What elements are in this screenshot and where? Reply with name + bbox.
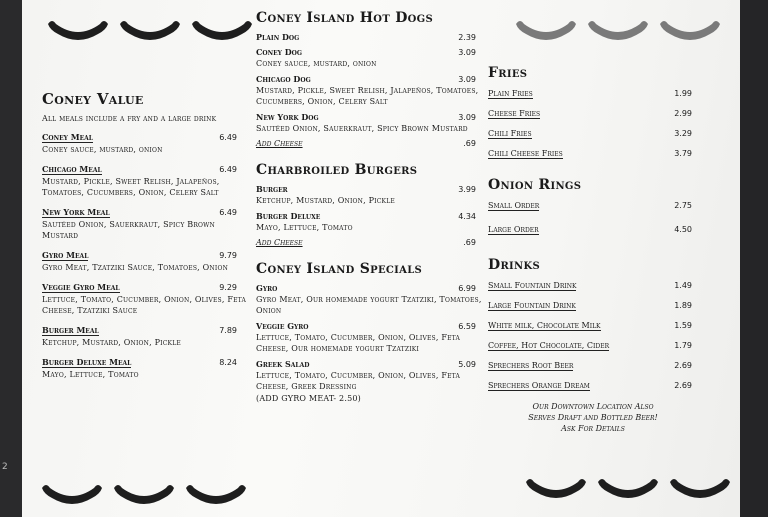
menu-item bbox=[488, 89, 698, 99]
item-name: Greek Salad bbox=[256, 359, 310, 369]
meal-note: All meals include a fry and a large drink bbox=[42, 114, 217, 123]
item-price: 2.69 bbox=[674, 381, 692, 390]
menu-item bbox=[256, 74, 486, 107]
frame-edge-number: 2 bbox=[2, 462, 8, 472]
item-name: Coney Dog bbox=[256, 47, 303, 57]
menu-item bbox=[256, 283, 486, 316]
hotdog-icon bbox=[514, 16, 578, 42]
item-price: 3.09 bbox=[458, 113, 476, 122]
item-name: Cheese Fries bbox=[488, 109, 541, 118]
menu-item bbox=[42, 207, 247, 241]
item-price: 2.69 bbox=[674, 361, 692, 370]
item-description: Mayo, Lettuce, Tomato bbox=[42, 370, 139, 379]
gyro-addon-note: (ADD GYRO MEAT- 2.50) bbox=[256, 394, 361, 403]
item-name: Small Fountain Drink bbox=[488, 281, 577, 290]
hotdog-icon bbox=[118, 16, 182, 42]
item-description: Mayo, Lettuce, Tomato bbox=[256, 223, 353, 232]
beer-notice bbox=[488, 401, 698, 434]
menu-item bbox=[42, 132, 247, 155]
item-price: 9.79 bbox=[219, 251, 237, 260]
item-price: 1.49 bbox=[674, 281, 692, 290]
item-price: .69 bbox=[463, 139, 476, 148]
menu-item bbox=[488, 281, 698, 291]
item-price: 3.29 bbox=[674, 129, 692, 138]
item-price: 9.29 bbox=[219, 283, 237, 292]
item-price: 3.09 bbox=[458, 48, 476, 57]
item-name: Chili Fries bbox=[488, 129, 532, 138]
item-price: 6.49 bbox=[219, 165, 237, 174]
item-name: Burger Meal bbox=[42, 325, 99, 335]
item-name: Burger Deluxe bbox=[256, 211, 321, 221]
item-price: 2.99 bbox=[674, 109, 692, 118]
item-price: 5.09 bbox=[458, 360, 476, 369]
menu-item bbox=[42, 250, 247, 273]
hotdog-row-top-right bbox=[514, 16, 722, 42]
menu-item bbox=[256, 184, 486, 206]
beer-notice-line: Our Downtown Location Also bbox=[532, 402, 654, 411]
item-price: 6.49 bbox=[219, 133, 237, 142]
item-price: 6.99 bbox=[458, 284, 476, 293]
menu-item bbox=[42, 357, 247, 380]
item-description: Lettuce, Tomato, Cucumber, Onion, Olives, Feta Cheese, Our homemade yogurt Tzatziki bbox=[256, 333, 461, 353]
item-name: Chicago Meal bbox=[42, 164, 102, 174]
hotdog-row-bottom-right bbox=[524, 474, 732, 500]
item-name: Burger bbox=[256, 184, 288, 194]
menu-item bbox=[256, 359, 486, 404]
item-name: Coffee, Hot Chocolate, Cider bbox=[488, 341, 610, 350]
hotdog-icon bbox=[184, 480, 248, 506]
beer-notice-line: Serves Draft and Bottled Beer! bbox=[528, 413, 658, 422]
item-name: White milk, Chocolate Milk bbox=[488, 321, 601, 330]
item-name: Veggie Gyro Meal bbox=[42, 282, 120, 292]
menu-item bbox=[488, 109, 698, 119]
menu-item bbox=[256, 139, 486, 148]
item-price: 2.75 bbox=[674, 201, 692, 210]
item-name: Sprechers Root Beer bbox=[488, 361, 574, 370]
item-price: 3.79 bbox=[674, 149, 692, 158]
hotdog-icon bbox=[596, 474, 660, 500]
menu-item bbox=[488, 201, 698, 211]
drinks-title: Drinks bbox=[488, 257, 540, 273]
add-cheese-option: Add Cheese bbox=[256, 139, 303, 148]
frame-left bbox=[0, 0, 24, 517]
item-price: 1.89 bbox=[674, 301, 692, 310]
item-price: 2.39 bbox=[458, 33, 476, 42]
item-price: 1.79 bbox=[674, 341, 692, 350]
specials-title: Coney Island Specials bbox=[256, 261, 423, 277]
item-description: Lettuce, Tomato, Cucumber, Onion, Olives, Feta Cheese, Tzatziki Sauce bbox=[42, 295, 247, 315]
hotdog-icon bbox=[658, 16, 722, 42]
item-name: Large Order bbox=[488, 225, 539, 234]
item-name: Plain Fries bbox=[488, 89, 533, 98]
menu-item bbox=[256, 238, 486, 247]
menu-item bbox=[256, 211, 486, 233]
hotdog-icon bbox=[524, 474, 588, 500]
add-cheese-option: Add Cheese bbox=[256, 238, 303, 247]
item-price: 3.99 bbox=[458, 185, 476, 194]
sides-drinks-column bbox=[488, 65, 698, 434]
menu-item bbox=[488, 301, 698, 311]
coney-value-column bbox=[42, 90, 247, 380]
item-name: New York Meal bbox=[42, 207, 110, 217]
item-name: Coney Meal bbox=[42, 132, 94, 142]
menu-item bbox=[256, 32, 486, 42]
item-name: Large Fountain Drink bbox=[488, 301, 576, 310]
burgers-title: Charbroiled Burgers bbox=[256, 162, 418, 178]
item-name: Small Order bbox=[488, 201, 540, 210]
hotdog-icon bbox=[40, 480, 104, 506]
frame-right bbox=[738, 0, 768, 517]
fries-title: Fries bbox=[488, 65, 528, 81]
item-name: Chicago Dog bbox=[256, 74, 311, 84]
menu-item bbox=[42, 282, 247, 316]
item-description: Sautéed Onion, Sauerkraut, Spicy Brown Mustard bbox=[42, 220, 215, 240]
item-price: 6.59 bbox=[458, 322, 476, 331]
item-price: 6.49 bbox=[219, 208, 237, 217]
item-name: Plain Dog bbox=[256, 32, 300, 42]
menu-item bbox=[42, 164, 247, 198]
item-price: 8.24 bbox=[219, 358, 237, 367]
item-price: 4.34 bbox=[458, 212, 476, 221]
item-price: 3.09 bbox=[458, 75, 476, 84]
menu-item bbox=[488, 129, 698, 139]
hotdog-icon bbox=[190, 16, 254, 42]
item-description: Ketchup, Mustard, Onion, Pickle bbox=[256, 196, 395, 205]
hotdog-icon bbox=[586, 16, 650, 42]
item-price: 1.59 bbox=[674, 321, 692, 330]
hotdogs-title: Coney Island Hot Dogs bbox=[256, 10, 434, 26]
onion-rings-title: Onion Rings bbox=[488, 177, 582, 193]
item-price: 7.89 bbox=[219, 326, 237, 335]
menu-item bbox=[488, 361, 698, 371]
item-description: Sautéed Onion, Sauerkraut, Spicy Brown Mustard bbox=[256, 124, 468, 133]
item-price: 4.50 bbox=[674, 225, 692, 234]
hotdog-icon bbox=[46, 16, 110, 42]
coney-value-title: Coney Value bbox=[42, 90, 144, 108]
item-name: Chili Cheese Fries bbox=[488, 149, 563, 158]
item-description: Ketchup, Mustard, Onion, Pickle bbox=[42, 338, 181, 347]
item-description: Gyro Meat, Tzatziki Sauce, Tomatoes, Onion bbox=[42, 263, 229, 272]
menu-item bbox=[488, 321, 698, 331]
menu-item bbox=[256, 112, 486, 134]
middle-column bbox=[256, 10, 486, 404]
item-description: Mustard, Pickle, Sweet Relish, Jalapeños, Tomatoes, Cucumbers, Onion, Celery Salt bbox=[256, 86, 479, 106]
item-description: Coney sauce, mustard, onion bbox=[256, 59, 377, 68]
menu-item bbox=[488, 381, 698, 391]
hotdog-row-bottom-left bbox=[40, 480, 248, 506]
menu-item bbox=[488, 225, 698, 235]
menu-item bbox=[256, 47, 486, 69]
item-description: Lettuce, Tomato, Cucumber, Onion, Olives, Feta Cheese, Greek Dressing bbox=[256, 371, 461, 391]
menu-item bbox=[256, 321, 486, 354]
item-name: Gyro Meal bbox=[42, 250, 89, 260]
item-description: Mustard, Pickle, Sweet Relish, Jalapeños, Tomatoes, Cucumbers, Onion, Celery Salt bbox=[42, 177, 220, 197]
item-name: New York Dog bbox=[256, 112, 319, 122]
item-description: Coney sauce, mustard, onion bbox=[42, 145, 163, 154]
item-price: .69 bbox=[463, 238, 476, 247]
hotdog-icon bbox=[668, 474, 732, 500]
item-name: Veggie Gyro bbox=[256, 321, 309, 331]
menu-item bbox=[42, 325, 247, 348]
menu-item bbox=[488, 341, 698, 351]
hotdog-row-top-left bbox=[46, 16, 254, 42]
item-description: Gyro Meat, Our homemade yogurt Tzatziki, Tomatoes, Onion bbox=[256, 295, 482, 315]
item-name: Burger Deluxe Meal bbox=[42, 357, 132, 367]
item-name: Gyro bbox=[256, 283, 278, 293]
menu-item bbox=[488, 149, 698, 159]
item-price: 1.99 bbox=[674, 89, 692, 98]
item-name: Sprechers Orange Dream bbox=[488, 381, 590, 390]
hotdog-icon bbox=[112, 480, 176, 506]
beer-notice-line: Ask For Details bbox=[561, 424, 625, 433]
